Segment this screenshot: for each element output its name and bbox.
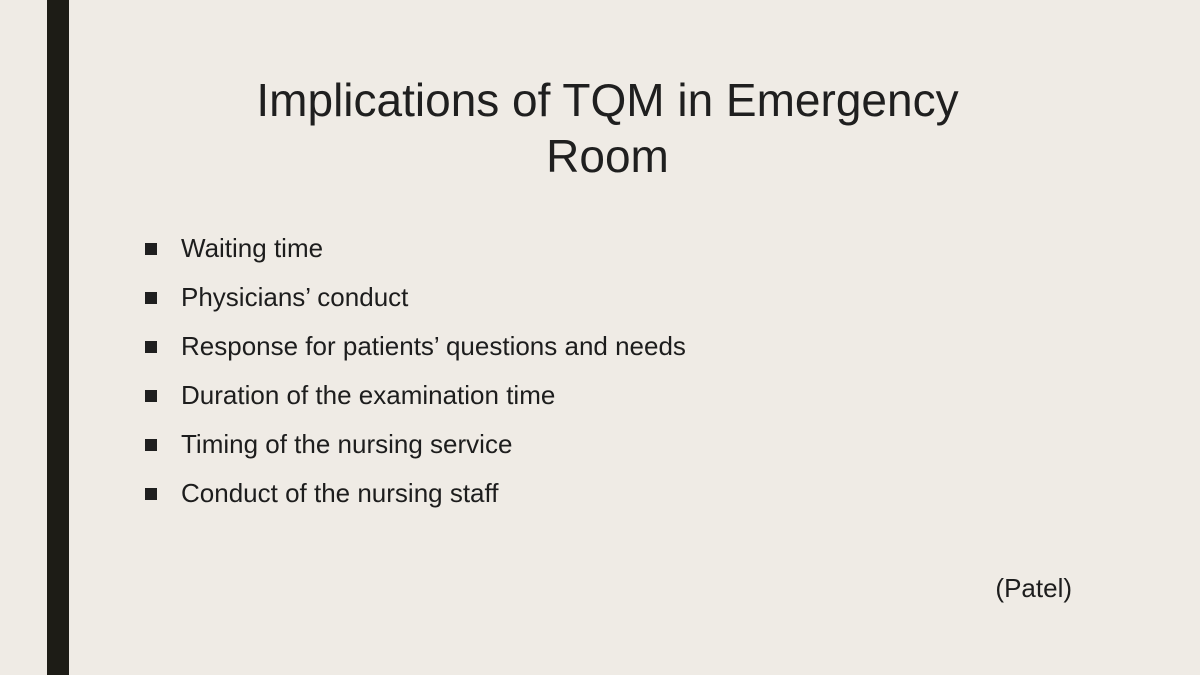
bullet-item-physicians-conduct xyxy=(145,273,1045,322)
slide-title xyxy=(130,72,1085,184)
square-bullet-icon xyxy=(145,243,157,255)
bullet-text: Physicians’ conduct xyxy=(181,282,409,312)
bullet-item-staff-conduct xyxy=(145,469,1045,518)
bullet-text: Timing of the nursing service xyxy=(181,429,513,459)
square-bullet-icon xyxy=(145,439,157,451)
bullet-item-timing xyxy=(145,420,1045,469)
bullet-text: Duration of the examination time xyxy=(181,380,556,410)
square-bullet-icon xyxy=(145,488,157,500)
square-bullet-icon xyxy=(145,341,157,353)
left-accent-bar xyxy=(47,0,69,675)
bullet-item-response xyxy=(145,322,1045,371)
bullet-item-duration xyxy=(145,371,1045,420)
bullet-text: Conduct of the nursing staff xyxy=(181,478,499,508)
slide-title-line-1: Implications of TQM in Emergency xyxy=(256,74,959,126)
bullet-text: Waiting time xyxy=(181,233,324,263)
slide-title-line-2: Room xyxy=(546,130,669,182)
square-bullet-icon xyxy=(145,390,157,402)
bullet-list xyxy=(145,224,1045,518)
citation: (Patel) xyxy=(995,573,1072,603)
bullet-item-waiting-time xyxy=(145,224,1045,273)
bullet-text: Response for patients’ questions and needs xyxy=(181,331,686,361)
square-bullet-icon xyxy=(145,292,157,304)
